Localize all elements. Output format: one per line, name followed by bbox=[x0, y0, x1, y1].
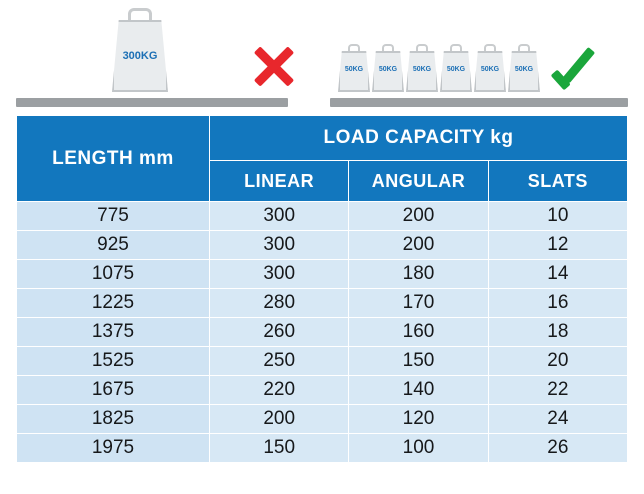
cell-linear: 300 bbox=[210, 231, 349, 260]
heavy-weight-label: 300KG bbox=[122, 50, 158, 62]
column-header-angular: ANGULAR bbox=[349, 161, 488, 202]
cell-slats: 10 bbox=[488, 202, 627, 231]
cell-length: 925 bbox=[17, 231, 210, 260]
cell-length: 1975 bbox=[17, 434, 210, 463]
cell-length: 1525 bbox=[17, 347, 210, 376]
column-header-slats: SLATS bbox=[488, 161, 627, 202]
table-row bbox=[17, 347, 628, 376]
column-group-header-load-capacity: LOAD CAPACITY kg bbox=[210, 116, 628, 161]
light-weight-icon bbox=[440, 44, 472, 92]
weight-handle-icon bbox=[348, 44, 360, 52]
cell-linear: 300 bbox=[210, 202, 349, 231]
shelf-bar-left bbox=[16, 98, 288, 107]
cell-linear: 150 bbox=[210, 434, 349, 463]
cell-length: 1675 bbox=[17, 376, 210, 405]
table-row bbox=[17, 318, 628, 347]
light-weight-icon bbox=[508, 44, 540, 92]
light-weight-label: 50KG bbox=[344, 66, 364, 73]
cell-angular: 150 bbox=[349, 347, 488, 376]
light-weights-group bbox=[338, 44, 546, 92]
table-row bbox=[17, 376, 628, 405]
light-weight-label: 50KG bbox=[378, 66, 398, 73]
cell-linear: 250 bbox=[210, 347, 349, 376]
table-row bbox=[17, 260, 628, 289]
heavy-weight-icon bbox=[112, 8, 168, 92]
cell-linear: 300 bbox=[210, 260, 349, 289]
weight-handle-icon bbox=[128, 8, 152, 22]
light-weight-label: 50KG bbox=[514, 66, 534, 73]
cell-slats: 14 bbox=[488, 260, 627, 289]
cell-angular: 140 bbox=[349, 376, 488, 405]
table-row bbox=[17, 202, 628, 231]
table-row bbox=[17, 405, 628, 434]
cell-linear: 200 bbox=[210, 405, 349, 434]
table-row bbox=[17, 434, 628, 463]
table-header bbox=[17, 116, 628, 202]
light-weight-icon bbox=[372, 44, 404, 92]
cell-angular: 120 bbox=[349, 405, 488, 434]
cell-angular: 200 bbox=[349, 231, 488, 260]
weight-handle-icon bbox=[484, 44, 496, 52]
cell-slats: 22 bbox=[488, 376, 627, 405]
cell-length: 1225 bbox=[17, 289, 210, 318]
load-distribution-illustration bbox=[0, 0, 644, 110]
table-body bbox=[17, 202, 628, 463]
weight-handle-icon bbox=[450, 44, 462, 52]
load-capacity-table-wrapper bbox=[16, 115, 628, 463]
cell-slats: 18 bbox=[488, 318, 627, 347]
cell-angular: 100 bbox=[349, 434, 488, 463]
light-weight-label: 50KG bbox=[480, 66, 500, 73]
cell-slats: 12 bbox=[488, 231, 627, 260]
light-weight-label: 50KG bbox=[446, 66, 466, 73]
cell-slats: 16 bbox=[488, 289, 627, 318]
light-weight-label: 50KG bbox=[412, 66, 432, 73]
cell-angular: 180 bbox=[349, 260, 488, 289]
column-header-linear: LINEAR bbox=[210, 161, 349, 202]
table-row bbox=[17, 289, 628, 318]
shelf-bar-right bbox=[330, 98, 628, 107]
weight-handle-icon bbox=[416, 44, 428, 52]
red-cross-icon bbox=[252, 44, 296, 88]
table-header-row-1 bbox=[17, 116, 628, 161]
cell-linear: 260 bbox=[210, 318, 349, 347]
cell-angular: 160 bbox=[349, 318, 488, 347]
cell-length: 1825 bbox=[17, 405, 210, 434]
check-stroke-long bbox=[563, 47, 596, 83]
cell-length: 1375 bbox=[17, 318, 210, 347]
cell-length: 1075 bbox=[17, 260, 210, 289]
cell-slats: 26 bbox=[488, 434, 627, 463]
column-header-length: LENGTH mm bbox=[17, 116, 210, 202]
cell-slats: 20 bbox=[488, 347, 627, 376]
green-check-icon bbox=[552, 48, 604, 88]
weight-handle-icon bbox=[518, 44, 530, 52]
cell-linear: 220 bbox=[210, 376, 349, 405]
cell-angular: 170 bbox=[349, 289, 488, 318]
light-weight-icon bbox=[474, 44, 506, 92]
cell-length: 775 bbox=[17, 202, 210, 231]
cell-slats: 24 bbox=[488, 405, 627, 434]
light-weight-icon bbox=[406, 44, 438, 92]
light-weight-icon bbox=[338, 44, 370, 92]
weight-handle-icon bbox=[382, 44, 394, 52]
load-capacity-table bbox=[16, 115, 628, 463]
cell-linear: 280 bbox=[210, 289, 349, 318]
table-row bbox=[17, 231, 628, 260]
cell-angular: 200 bbox=[349, 202, 488, 231]
